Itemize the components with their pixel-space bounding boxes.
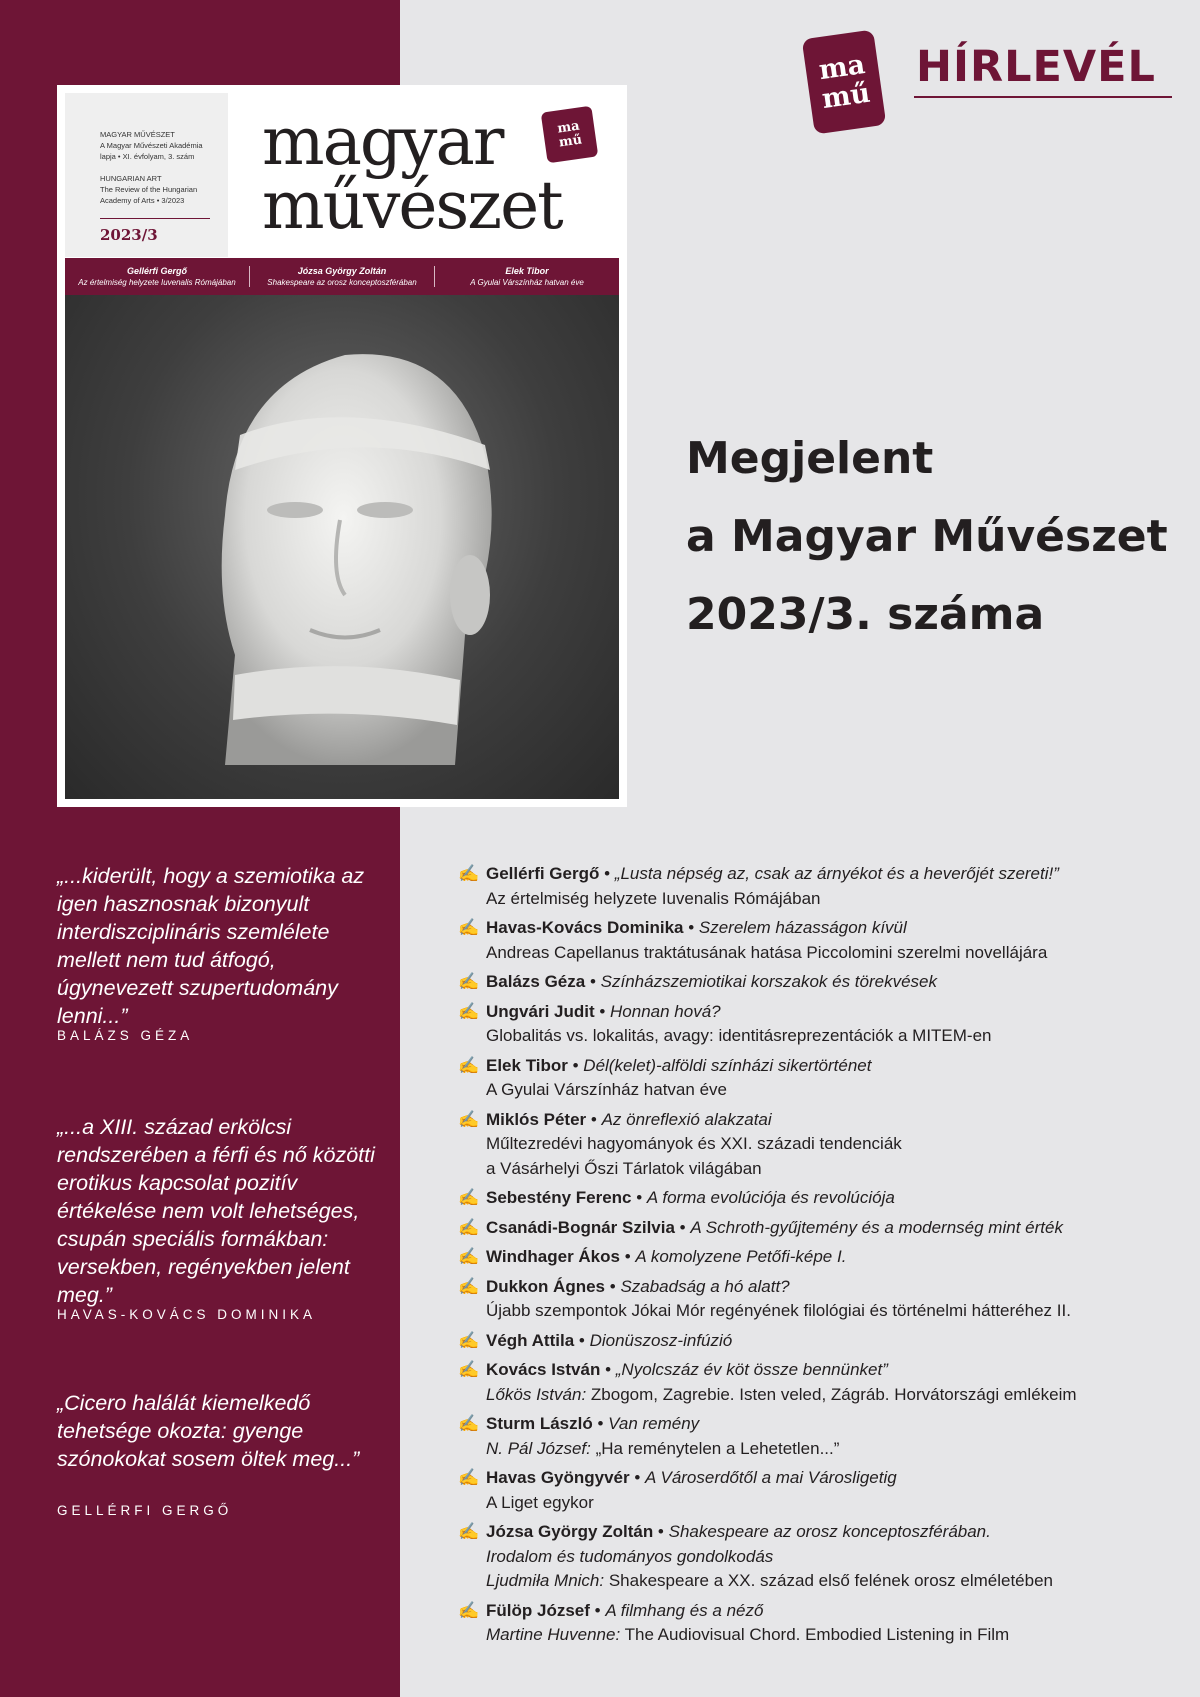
toc-entry xyxy=(458,1599,1178,1648)
toc-entry-text: Józsa György Zoltán • Shakespeare az orosz konceptoszférában. Irodalom és tudományos gondolkodás Ljudmiła Mnich: Shakespeare a XX. század első felének orosz elméletében xyxy=(486,1522,1053,1590)
toc-entry-text: Gellérfi Gergő • „Lusta népség az, csak az árnyékot és a heverőjét szereti!” Az értelmiség helyzete Iuvenalis Rómájában xyxy=(486,864,1059,908)
pen-writing-icon: ✍ xyxy=(458,918,480,937)
pen-writing-icon: ✍ xyxy=(458,1414,480,1433)
cover-issue-number: 2023/3 xyxy=(100,226,158,244)
cover-meta-divider xyxy=(100,218,210,219)
cover-title-line2: művészet xyxy=(262,167,562,244)
strip-author: Gellérfi Gergő xyxy=(126,266,188,276)
toc-author: Végh Attila xyxy=(486,1330,575,1350)
newsletter-title: HÍRLEVÉL xyxy=(916,42,1156,92)
strip-item xyxy=(65,266,250,287)
toc-subtitle: Zbogom, Zagrebie. Isten veled, Zágráb. Horvátországi emlékeim xyxy=(586,1384,1077,1404)
pen-writing-icon: ✍ xyxy=(458,1468,480,1487)
toc-author: Havas-Kovács Dominika xyxy=(486,918,684,937)
toc-title: Dél(kelet)-alföldi színházi sikertörténet xyxy=(583,1055,872,1075)
toc-entry-text: Ungvári Judit • Honnan hová? Globalitás vs. lokalitás, avagy: identitásreprezentációk a MITEM-en xyxy=(486,1001,992,1045)
toc-author: Gellérfi Gergő xyxy=(486,864,600,883)
toc-entry-text: Dukkon Ágnes • Szabadság a hó alatt? Újabb szempontok Jókai Mór regényének filológiai és történelmi hátteréhez II. xyxy=(486,1276,1071,1320)
pen-writing-icon: ✍ xyxy=(458,1600,480,1620)
pen-writing-icon: ✍ xyxy=(458,1276,480,1296)
toc-title: „Lusta népség az, csak az árnyékot és a heverőjét szereti!” xyxy=(614,864,1059,883)
toc-title: Shakespeare az orosz konceptoszférában. xyxy=(668,1522,991,1541)
cover-meta-panel xyxy=(65,93,228,257)
toc-entry-text: Havas-Kovács Dominika • Szerelem házasságon kívül Andreas Capellanus traktátusának hatása Piccolomini szerelmi novellájára xyxy=(486,918,1048,962)
toc-author: Kovács István xyxy=(486,1360,601,1379)
quote-author: BALÁZS GÉZA xyxy=(57,1028,194,1043)
quote-text: „...a XIII. század erkölcsi rendszerében a férfi és nő közötti erotikus kapcsolat pozitív értékelése nem volt lehetséges, csupán speciális formákban: versekben, regényekben jelent meg.” xyxy=(57,1115,375,1307)
cover-article-strip xyxy=(65,258,619,295)
toc-entry-text: Miklós Péter • Az önreflexió alakzatai Műltezredévi hagyományok és XXI. századi tendenciák a Vásárhelyi Őszi Tárlatok világában xyxy=(486,1109,902,1178)
magazine-cover xyxy=(57,85,627,807)
toc-subtitle: A Gyulai Várszínház hatvan éve xyxy=(486,1080,727,1099)
logo-text-top: ma xyxy=(817,49,867,87)
title-underline xyxy=(914,96,1172,98)
toc-subtitle: The Audiovisual Chord. Embodied Listening in Film xyxy=(620,1625,1010,1644)
toc-author: Csanádi-Bognár Szilvia xyxy=(486,1217,675,1237)
toc-entry-text: Sebestény Ferenc • A forma evolúciója és revolúciója xyxy=(486,1188,895,1207)
toc-subtitle: Műltezredévi hagyományok és XXI. századi tendenciák xyxy=(486,1134,902,1153)
quote-text: „Cicero halálát kiemelkedő tehetsége okozta: gyenge szónokokat sosem öltek meg...” xyxy=(57,1391,360,1471)
toc-subtitle-lead: Ljudmiła Mnich: xyxy=(486,1571,605,1590)
toc-title: A komolyzene Petőfi-képe I. xyxy=(635,1247,847,1266)
toc-subtitle: Shakespeare a XX. század első felének orosz elméletében xyxy=(604,1571,1053,1590)
toc-title: A forma evolúciója és revolúciója xyxy=(646,1188,895,1207)
pen-writing-icon: ✍ xyxy=(458,1001,480,1021)
toc-author: Balázs Géza xyxy=(486,972,586,991)
toc-entry xyxy=(458,1054,1178,1103)
pen-writing-icon: ✍ xyxy=(458,1522,480,1541)
headline-line1: Megjelent xyxy=(686,433,934,484)
toc-title: A Schroth-gyűjtemény és a modernség mint érték xyxy=(690,1217,1063,1237)
toc-subtitle: „Ha reménytelen a Lehetetlen...” xyxy=(590,1438,840,1458)
toc-entry xyxy=(458,1466,1178,1515)
toc-subtitle-lead: Irodalom és tudományos gondolkodás xyxy=(486,1546,774,1566)
toc-author: Miklós Péter xyxy=(486,1109,587,1129)
toc-entry-text: Végh Attila • Dionüszosz-infúzió xyxy=(486,1330,733,1350)
toc-title: Dionüszosz-infúzió xyxy=(589,1330,733,1350)
strip-author: Józsa György Zoltán xyxy=(297,266,387,276)
strip-subtitle: A Gyulai Várszínház hatvan éve xyxy=(470,278,584,287)
toc-author: Sturm László xyxy=(486,1414,593,1433)
pen-writing-icon: ✍ xyxy=(458,1055,480,1075)
toc-entry xyxy=(458,1520,1178,1594)
pen-writing-icon: ✍ xyxy=(458,972,480,991)
cover-meta-english: HUNGARIAN ART The Review of the Hungarian Academy of Arts • 3/2023 xyxy=(100,174,198,205)
announcement-headline xyxy=(686,420,1166,654)
toc-subtitle: A Liget egykor xyxy=(486,1492,594,1512)
toc-entry-text: Fülöp József • A filmhang és a néző Martine Huvenne: The Audiovisual Chord. Embodied Listening in Film xyxy=(486,1600,1010,1644)
table-of-contents xyxy=(458,862,1178,1653)
logo-text-bottom: mű xyxy=(819,77,873,116)
cover-meta-hungarian: MAGYAR MŰVÉSZET A Magyar Művészeti Akadémia lapja • XI. évfolyam, 3. szám xyxy=(100,130,203,161)
quote-text: „...kiderült, hogy a szemiotika az igen hasznosnak bizonyult interdiszciplináris szemlélete mellett nem tud átfogó, úgynevezett szupertudomány lenni...” xyxy=(57,864,365,1028)
toc-author: Ungvári Judit xyxy=(486,1001,595,1021)
cover-badge-top: ma xyxy=(556,118,581,137)
toc-subtitle: a Vásárhelyi Őszi Tárlatok világában xyxy=(486,1158,762,1178)
quote-author: GELLÉRFI GERGŐ xyxy=(57,1503,233,1518)
pen-writing-icon: ✍ xyxy=(458,1247,480,1266)
quote-author: HAVAS-KOVÁCS DOMINIKA xyxy=(57,1307,317,1322)
headline-line3: 2023/3. száma xyxy=(686,589,1045,640)
bandaged-head-sculpture xyxy=(65,295,619,799)
pen-writing-icon: ✍ xyxy=(458,1217,480,1237)
toc-subtitle: Az értelmiség helyzete Iuvenalis Rómájában xyxy=(486,888,821,908)
toc-entry xyxy=(458,1358,1178,1407)
toc-entry-text: Sturm László • Van remény N. Pál József: „Ha reménytelen a Lehetetlen...” xyxy=(486,1414,840,1458)
toc-author: Dukkon Ágnes xyxy=(486,1276,606,1296)
toc-title: Az önreflexió alakzatai xyxy=(601,1109,772,1129)
toc-entry xyxy=(458,1245,1178,1270)
toc-entry xyxy=(458,862,1178,911)
toc-title: A Városerdőtől a mai Városligetig xyxy=(645,1468,897,1487)
toc-subtitle: Andreas Capellanus traktátusának hatása Piccolomini szerelmi novellájára xyxy=(486,942,1048,962)
toc-title: Honnan hová? xyxy=(610,1001,721,1021)
toc-author: Windhager Ákos xyxy=(486,1247,620,1266)
strip-item xyxy=(435,266,619,287)
toc-subtitle: Újabb szempontok Jókai Mór regényének filológiai és történelmi hátteréhez II. xyxy=(486,1301,1071,1320)
toc-author: Sebestény Ferenc xyxy=(486,1188,632,1207)
toc-author: Elek Tibor xyxy=(486,1055,568,1075)
toc-subtitle-lead: Martine Huvenne: xyxy=(486,1625,621,1644)
toc-entry xyxy=(458,1329,1178,1354)
strip-subtitle: Az értelmiség helyzete Iuvenalis Rómájában xyxy=(78,278,236,287)
pen-writing-icon: ✍ xyxy=(458,1188,480,1207)
toc-entry xyxy=(458,1412,1178,1461)
toc-title: Szabadság a hó alatt? xyxy=(620,1276,790,1296)
toc-author: Fülöp József xyxy=(486,1600,590,1620)
toc-title: Szerelem házasságon kívül xyxy=(698,918,907,937)
cover-mamu-badge xyxy=(541,106,599,164)
toc-entry xyxy=(458,916,1178,965)
toc-author: Józsa György Zoltán xyxy=(486,1522,654,1541)
toc-entry xyxy=(458,1000,1178,1049)
toc-entry-text: Kovács István • „Nyolcszáz év köt össze bennünket” Lőkös István: Zbogom, Zagrebie. Isten veled, Zágráb. Horvátországi emlékeim xyxy=(486,1360,1077,1404)
toc-subtitle: Globalitás vs. lokalitás, avagy: identitásreprezentációk a MITEM-en xyxy=(486,1026,992,1045)
toc-title: Színházszemiotikai korszakok és törekvések xyxy=(600,972,937,991)
toc-entry-text: Elek Tibor • Dél(kelet)-alföldi színházi sikertörténet A Gyulai Várszínház hatvan éve xyxy=(486,1055,872,1099)
cover-badge-bottom: mű xyxy=(557,131,583,150)
pen-writing-icon: ✍ xyxy=(458,1109,480,1129)
strip-author: Elek Tibor xyxy=(505,266,549,276)
toc-entry xyxy=(458,970,1178,995)
toc-entry-text: Balázs Géza • Színházszemiotikai korszakok és törekvések xyxy=(486,972,937,991)
toc-title: „Nyolcszáz év köt össze bennünket” xyxy=(615,1360,888,1379)
toc-entry xyxy=(458,1216,1178,1241)
cover-title-line1: magyar xyxy=(262,103,503,180)
strip-item xyxy=(250,266,435,287)
toc-subtitle-lead: Lőkös István: xyxy=(486,1384,587,1404)
pen-writing-icon: ✍ xyxy=(458,864,480,883)
toc-entry xyxy=(458,1275,1178,1324)
strip-subtitle: Shakespeare az orosz konceptoszférában xyxy=(267,278,417,287)
toc-subtitle-lead: N. Pál József: xyxy=(486,1438,591,1458)
pen-writing-icon: ✍ xyxy=(458,1330,480,1350)
mamu-logo xyxy=(802,29,887,134)
toc-author: Havas Gyöngyvér xyxy=(486,1468,630,1487)
toc-entry-text: Havas Gyöngyvér • A Városerdőtől a mai Városligetig A Liget egykor xyxy=(486,1468,897,1512)
toc-entry-text: Csanádi-Bognár Szilvia • A Schroth-gyűjtemény és a modernség mint érték xyxy=(486,1217,1063,1237)
cover-sculpture-photo xyxy=(65,295,619,799)
toc-entry xyxy=(458,1108,1178,1182)
toc-entry xyxy=(458,1186,1178,1211)
toc-title: A filmhang és a néző xyxy=(605,1600,764,1620)
toc-title: Van remény xyxy=(608,1414,700,1433)
pen-writing-icon: ✍ xyxy=(458,1360,480,1379)
toc-entry-text: Windhager Ákos • A komolyzene Petőfi-képe I. xyxy=(486,1247,847,1266)
headline-line2: a Magyar Művészet xyxy=(686,511,1168,562)
